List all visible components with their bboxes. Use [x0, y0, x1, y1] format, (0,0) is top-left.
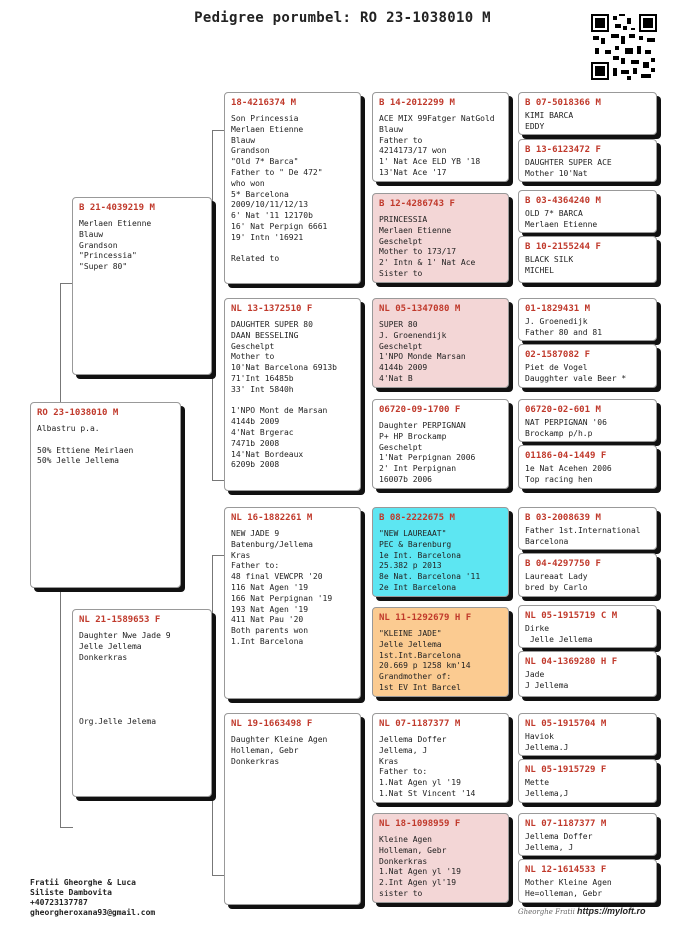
signature: Gheorghe Fratii: [518, 908, 575, 916]
pigeon-info: Albastru p.a. 50% Ettiene Meirlaen 50% Jelle Jellema: [37, 424, 134, 466]
ring-number: NL 05-1915729 F: [525, 765, 607, 775]
pedigree-card-sire[interactable]: [72, 197, 212, 375]
ring-number: B 10-2155244 F: [525, 242, 601, 252]
pedigree-card-ancestor[interactable]: [518, 713, 657, 756]
connector-line: [212, 480, 224, 481]
pigeon-info: 1e Nat Acehen 2006 Top racing hen: [525, 464, 612, 484]
pedigree-card-ancestor[interactable]: [518, 553, 657, 597]
pigeon-info: Daughter PERPIGNAN P+ HP Brockamp Geschelpt 1'Nat Perpignan 2006 2' Int Perpignan 16007b 2006: [379, 421, 476, 484]
ring-number: B 12-4286743 F: [379, 199, 455, 209]
pigeon-info: Piet de Vogel Daugghter vale Beer *: [525, 363, 627, 383]
pigeon-info: PRINCESSIA Merlaen Etienne Geschelpt Mother to 173/17 2' Intn & 1' Nat Ace Sister to: [379, 215, 476, 278]
pedigree-card-ancestor[interactable]: [518, 92, 657, 135]
ring-number: B 08-2222675 M: [379, 513, 455, 523]
pedigree-card-grandparent[interactable]: [224, 92, 361, 284]
pigeon-info: Dirke Jelle Jellema: [525, 624, 593, 644]
pedigree-card-great-grandparent[interactable]: [372, 399, 509, 489]
ring-number: B 07-5018366 M: [525, 98, 601, 108]
website-link[interactable]: https://myloft.ro: [577, 906, 646, 916]
pedigree-card-great-grandparent[interactable]: [372, 607, 509, 697]
pigeon-info: Jellema Doffer Jellema, J: [525, 832, 593, 852]
pigeon-info: Mother Kleine Agen He=olleman, Gebr: [525, 878, 612, 898]
pigeon-info: Merlaen Etienne Blauw Grandson "Princessia" "Super 80": [79, 219, 152, 272]
pedigree-card-ancestor[interactable]: [518, 344, 657, 388]
pedigree-card-great-grandparent[interactable]: [372, 92, 509, 182]
ring-number: RO 23-1038010 M: [37, 408, 119, 418]
pedigree-card-grandparent[interactable]: [224, 298, 361, 491]
pedigree-card-great-grandparent[interactable]: [372, 813, 509, 903]
pedigree-card-ancestor[interactable]: [518, 298, 657, 341]
pigeon-info: Father 1st.International Barcelona: [525, 526, 641, 546]
pedigree-card-dam[interactable]: [72, 609, 212, 797]
pedigree-card-grandparent[interactable]: [224, 713, 361, 905]
pigeon-info: Jellema Doffer Jellema, J Kras Father to: 1.Nat Agen yl '19 1.Nat St Vincent '14: [379, 735, 476, 798]
pigeon-info: NEW JADE 9 Batenburg/Jellema Kras Father to: 48 final VEWCPR '20 116 Nat Agen '19 166 Nat Perpignan '19 193 Nat Agen '19 411 Nat Pau '20 Both parents won 1.Int Barcelona: [231, 529, 333, 646]
ring-number: NL 07-1187377 M: [379, 719, 461, 729]
ring-number: NL 05-1915704 M: [525, 719, 607, 729]
pedigree-card-great-grandparent[interactable]: [372, 713, 509, 803]
pedigree-card-ancestor[interactable]: [518, 139, 657, 182]
pedigree-card-ancestor[interactable]: [518, 759, 657, 803]
ring-number: B 04-4297750 F: [525, 559, 601, 569]
pigeon-info: "KLEINE JADE" Jelle Jellema 1st.Int.Barcelona 20.669 p 1258 km'14 Grandmother of: 1st EV Int Barcel: [379, 629, 471, 692]
pedigree-card-grandparent[interactable]: [224, 507, 361, 699]
ring-number: NL 07-1187377 M: [525, 819, 607, 829]
pedigree-card-ancestor[interactable]: [518, 399, 657, 442]
pedigree-card-ancestor[interactable]: [518, 813, 657, 856]
ring-number: NL 18-1098959 F: [379, 819, 461, 829]
ring-number: NL 05-1915719 C M: [525, 611, 618, 621]
pedigree-card-ancestor[interactable]: [518, 445, 657, 489]
connector-line: [212, 130, 224, 131]
pigeon-info: "NEW LAUREAAT" PEC & Barenburg 1e Int. Barcelona 25.382 p 2013 8e Nat. Barcelona '11 2e Int Barcelona: [379, 529, 481, 592]
pigeon-info: Daughter Kleine Agen Holleman, Gebr Donkerkras: [231, 735, 328, 766]
ring-number: NL 13-1372510 F: [231, 304, 313, 314]
connector-line: [212, 875, 224, 876]
ring-number: 01-1829431 M: [525, 304, 591, 314]
qr-code-icon[interactable]: [591, 14, 657, 80]
pedigree-card-ancestor[interactable]: [518, 236, 657, 283]
pigeon-info: BLACK SILK MICHEL: [525, 255, 574, 275]
ring-number: NL 16-1882261 M: [231, 513, 313, 523]
pigeon-info: J. Groenedijk Father 80 and 81: [525, 317, 603, 337]
pedigree-card-ancestor[interactable]: [518, 190, 657, 233]
pigeon-info: Haviok Jellema.J: [525, 732, 569, 752]
pigeon-info: KIMI BARCA EDDY: [525, 111, 574, 131]
pedigree-card-ancestor[interactable]: [518, 605, 657, 648]
ring-number: B 03-4364240 M: [525, 196, 601, 206]
pedigree-card-subject[interactable]: [30, 402, 181, 588]
pigeon-info: Mette Jellema,J: [525, 778, 569, 798]
owner-contact: Fratii Gheorghe & Luca Siliste Dambovita +40723137787 gheorgheroxana93@gmail.com: [30, 878, 156, 917]
ring-number: B 21-4039219 M: [79, 203, 155, 213]
ring-number: B 03-2008639 M: [525, 513, 601, 523]
pigeon-info: ACE MIX 99Fatger NatGold Blauw Father to 4214173/17 won 1' Nat Ace ELD YB '18 13'Nat Ace '17: [379, 114, 495, 177]
ring-number: 18-4216374 M: [231, 98, 297, 108]
pedigree-card-ancestor[interactable]: [518, 859, 657, 903]
ring-number: B 14-2012299 M: [379, 98, 455, 108]
connector-line: [60, 827, 73, 828]
ring-number: NL 11-1292679 H F: [379, 613, 472, 623]
pedigree-card-ancestor[interactable]: [518, 507, 657, 550]
pigeon-info: Jade J Jellema: [525, 670, 569, 690]
pedigree-card-great-grandparent[interactable]: [372, 193, 509, 283]
ring-number: NL 05-1347080 M: [379, 304, 461, 314]
pigeon-info: OLD 7* BARCA Merlaen Etienne: [525, 209, 598, 229]
ring-number: 06720-02-601 M: [525, 405, 601, 415]
ring-number: NL 19-1663498 F: [231, 719, 313, 729]
pigeon-info: Laureaat Lady bred by Carlo: [525, 572, 588, 592]
pigeon-info: SUPER 80 J. Groenendijk Geschelpt 1'NPO Monde Marsan 4144b 2009 4'Nat B: [379, 320, 466, 383]
ring-number: 01186-04-1449 F: [525, 451, 607, 461]
connector-line: [212, 555, 213, 875]
ring-number: 06720-09-1700 F: [379, 405, 461, 415]
pigeon-info: DAUGHTER SUPER 80 DAAN BESSELING Geschelpt Mother to 10'Nat Barcelona 6913b 71'Int 16485b 33' Int 5840h 1'NPO Mont de Marsan 4144b 2009 4'Nat Brgerac 7471b 2008 14'Nat Bordeaux 6209b 2008: [231, 320, 337, 470]
ring-number: B 13-6123472 F: [525, 145, 601, 155]
pedigree-card-great-grandparent[interactable]: [372, 507, 509, 597]
ring-number: 02-1587082 F: [525, 350, 591, 360]
ring-number: NL 12-1614533 F: [525, 865, 607, 875]
connector-line: [212, 130, 213, 480]
pigeon-info: Son Princessia Merlaen Etienne Blauw Grandson "Old 7* Barca" Father to " De 472" who won 5* Barcelona 2009/10/11/12/13 6' Nat '11 12170b 16' Nat Perpign 6661 19' Intn '16921 Related to: [231, 114, 328, 264]
pigeon-info: Daughter Nwe Jade 9 Jelle Jellema Donkerkras Org.Jelle Jelema: [79, 631, 171, 727]
ring-number: NL 04-1369280 H F: [525, 657, 618, 667]
connector-line: [212, 555, 224, 556]
pigeon-info: NAT PERPIGNAN '06 Brockamp p/h.p: [525, 418, 607, 438]
pigeon-info: DAUGHTER SUPER ACE Mother 10'Nat: [525, 158, 612, 178]
pedigree-card-great-grandparent[interactable]: [372, 298, 509, 388]
ring-number: NL 21-1589653 F: [79, 615, 161, 625]
page-title: Pedigree porumbel: RO 23-1038010 M: [194, 10, 491, 26]
pigeon-info: Kleine Agen Holleman, Gebr Donkerkras 1.Nat Agen yl '19 2.Int Agen yl'19 sister to: [379, 835, 461, 898]
pedigree-card-ancestor[interactable]: [518, 651, 657, 697]
